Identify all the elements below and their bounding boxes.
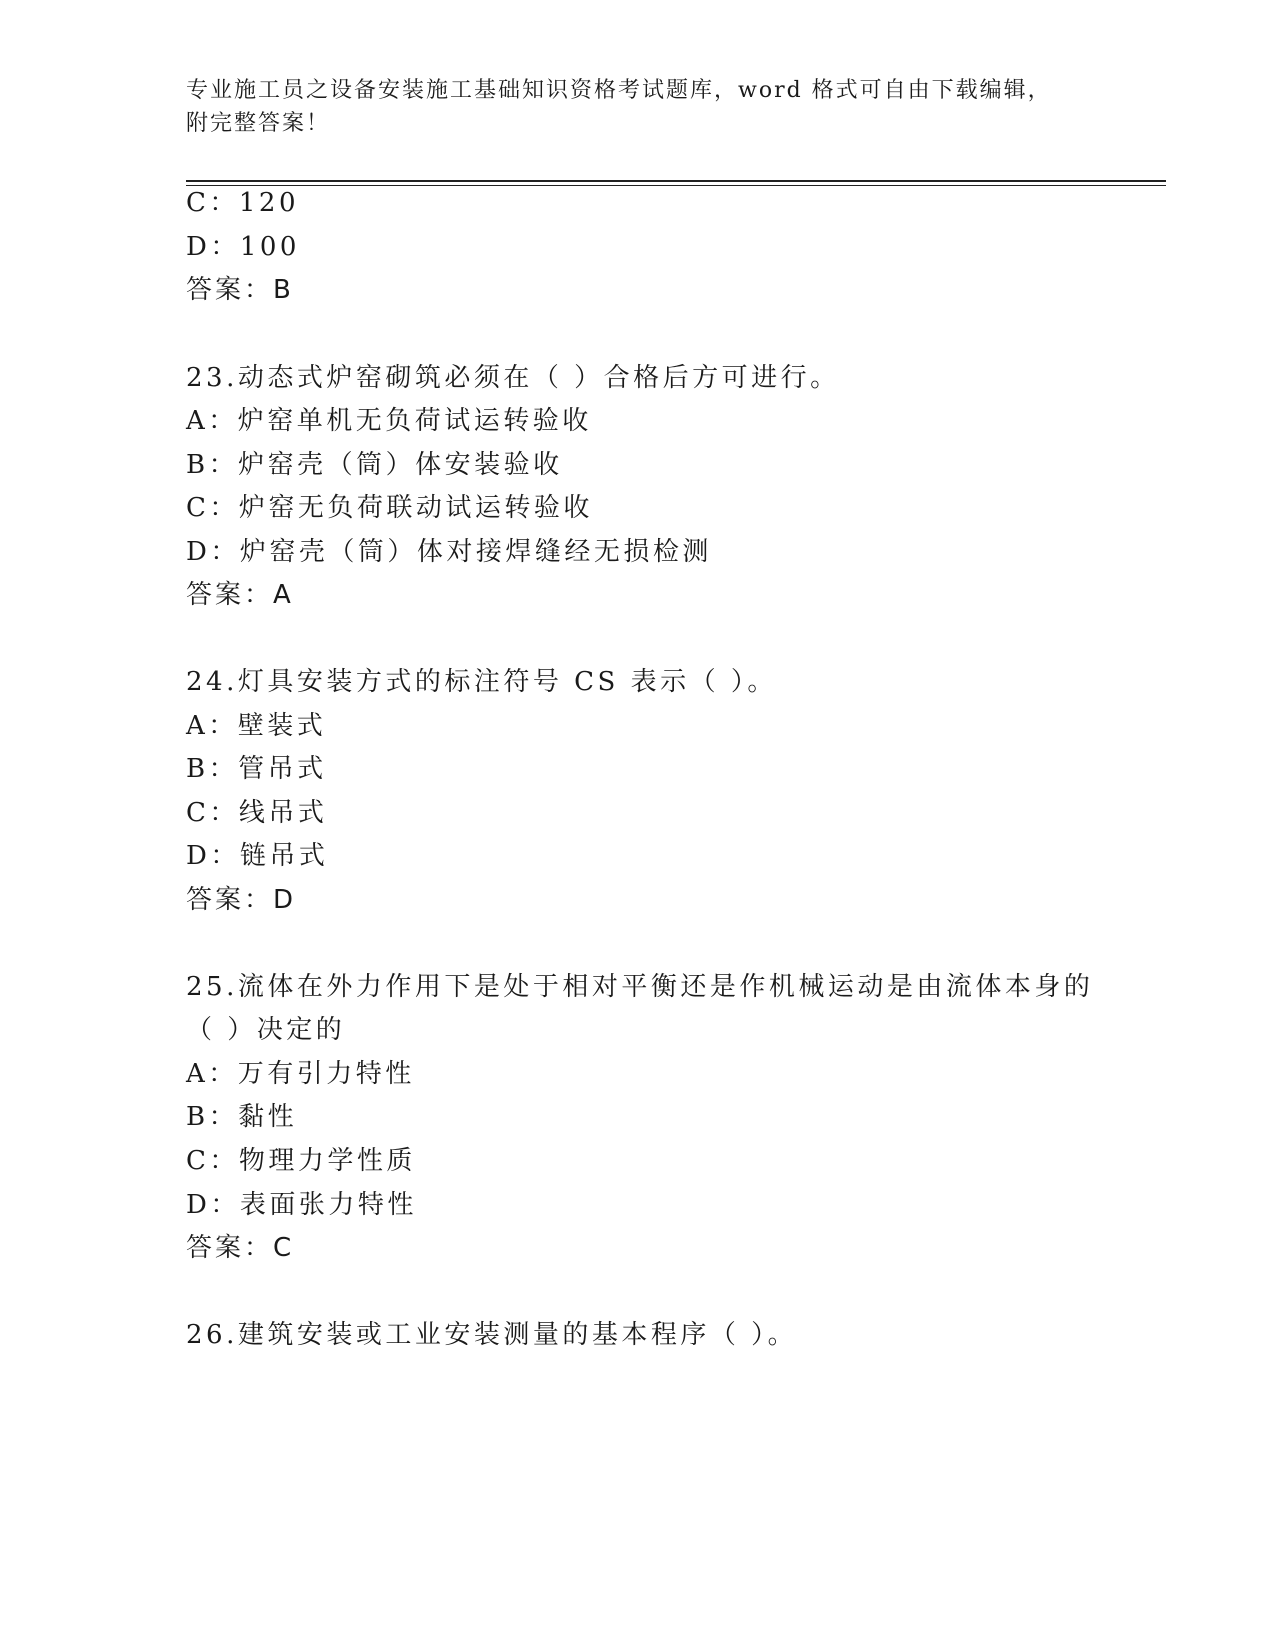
question-stem: 26.建筑安装或工业安装测量的基本程序（ ）。 xyxy=(186,1320,798,1350)
answer-line: 答案：B xyxy=(186,275,294,305)
header-divider-thick xyxy=(186,180,1166,182)
answer-line: 答案：C xyxy=(186,1233,295,1263)
option-b: B：管吊式 xyxy=(186,754,327,784)
option-d: D：100 xyxy=(186,232,300,262)
option-c: C：120 xyxy=(186,188,300,218)
header-line-2: 附完整答案！ xyxy=(186,111,331,136)
option-d: D：表面张力特性 xyxy=(186,1190,417,1220)
option-a: A：炉窑单机无负荷试运转验收 xyxy=(186,406,592,436)
option-c: C：炉窑无负荷联动试运转验收 xyxy=(186,493,593,523)
option-b: B：黏性 xyxy=(186,1102,298,1132)
option-d: D：链吊式 xyxy=(186,841,329,871)
option-a: A：壁装式 xyxy=(186,711,327,741)
answer-line: 答案：D xyxy=(186,885,297,915)
question-stem-continued: （ ）决定的 xyxy=(186,1015,346,1045)
header-divider-thin xyxy=(186,185,1166,186)
header-line-1: 专业施工员之设备安装施工基础知识资格考试题库，word 格式可自由下载编辑， xyxy=(186,78,1052,103)
document-header xyxy=(186,74,1086,140)
option-a: A：万有引力特性 xyxy=(186,1059,415,1089)
option-d: D：炉窑壳（筒）体对接焊缝经无损检测 xyxy=(186,537,712,567)
option-c: C：物理力学性质 xyxy=(186,1146,416,1176)
question-stem: 24.灯具安装方式的标注符号 CS 表示（ ）。 xyxy=(186,667,777,697)
question-stem: 25.流体在外力作用下是处于相对平衡还是作机械运动是由流体本身的 xyxy=(186,972,1094,1002)
option-c: C：线吊式 xyxy=(186,798,328,828)
answer-line: 答案：A xyxy=(186,580,294,610)
question-stem: 23.动态式炉窑砌筑必须在（ ）合格后方可进行。 xyxy=(186,363,840,393)
option-b: B：炉窑壳（筒）体安装验收 xyxy=(186,450,563,480)
